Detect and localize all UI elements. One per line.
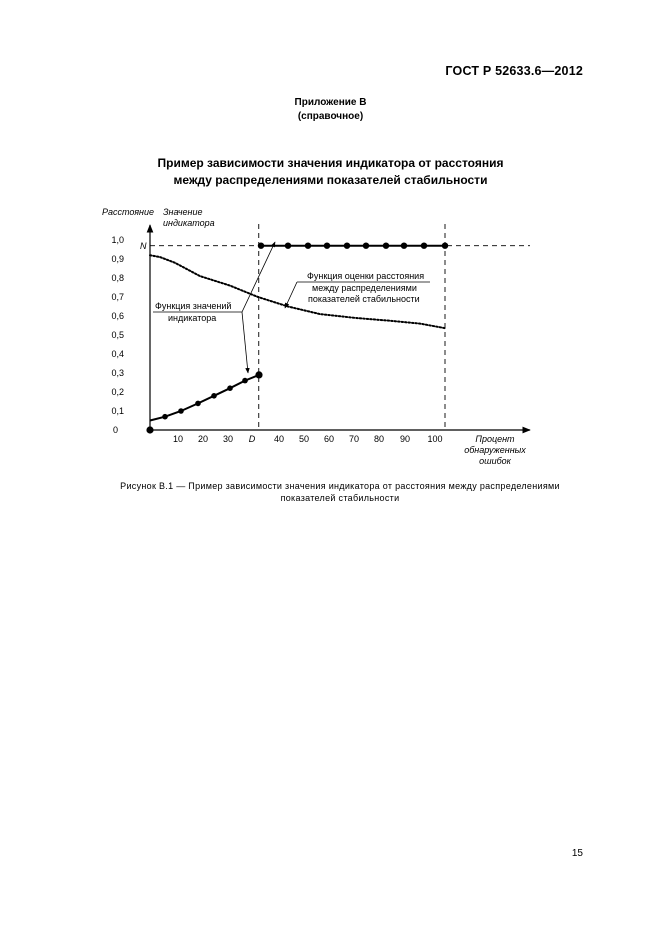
y-tick-label: 0,5 [111,330,124,340]
indicator-leader-lower [242,312,248,373]
indicator-point [227,385,233,391]
indicator-label-line2: индикатора [168,313,217,323]
figure-title-line2: между распределениями показателей стабильности [173,173,488,187]
x-tick-label: 90 [399,434,411,444]
distance-label-line1: Функция оценки расстояния [307,271,425,281]
x-tick-label: 80 [373,434,385,444]
n-level-point [401,243,407,249]
figure-caption-line2: показателей стабильности [280,493,400,503]
n-level-point [258,243,264,249]
y-tick-label: 0,7 [111,292,124,302]
x-tick-label: D [248,434,256,444]
x-tick-label: 30 [222,434,234,444]
n-level-point [442,243,448,249]
indicator-label-line1: Функция значений [155,301,232,311]
y-tick-label: 0,6 [111,311,124,321]
figure-title [0,155,661,189]
distance-label-line2: между распределениями [312,283,417,293]
y-tick-label: 1,0 [111,235,124,245]
indicator-point [195,401,201,407]
n-level-point [344,243,350,249]
n-level-point [363,243,369,249]
y-tick-label: 0,4 [111,349,124,359]
x-axis-label-line3: ошибок [479,456,511,466]
indicator-point [211,393,217,399]
y-tick-label: 0,2 [111,387,124,397]
x-tick-label: 50 [298,434,310,444]
indicator-point [178,408,184,414]
x-tick-label: 40 [273,434,285,444]
distance-label-line3: показателей стабильности [308,294,420,304]
y-tick-label: 0,9 [111,254,124,264]
n-level-point [421,243,427,249]
page-number: 15 [571,848,583,859]
figure-caption [60,480,620,504]
annex-heading [0,96,661,124]
y-tick-label: 0 [112,425,118,435]
indicator-point [242,378,248,384]
n-level-point [285,243,291,249]
y-axis-label-distance: Расстояние [102,207,154,217]
indicator-distance-chart [0,200,661,470]
distance-label [307,271,424,304]
x-tick-label: 10 [172,434,184,444]
x-axis-label-line2: обнаруженных [464,445,526,455]
distance-leader [285,282,297,308]
x-tick-label: 60 [323,434,335,444]
x-tick-label: 100 [427,434,443,444]
annex-label: Приложение В [294,97,367,108]
x-tick-labels [173,434,443,444]
n-level-point [305,243,311,249]
y-tick-labels [111,235,124,435]
indicator-point [146,426,153,433]
figure-title-line1: Пример зависимости значения индикатора от расстояния [157,156,504,170]
y-axis-label-indicator-line1: Значение [163,207,203,217]
indicator-point [162,414,168,420]
y-tick-label: 0,1 [111,406,124,416]
y-tick-label: 0,3 [111,368,124,378]
n-label: N [140,241,147,251]
n-level-point [383,243,389,249]
y-tick-label: 0,8 [111,273,124,283]
standard-header: ГОСТ Р 52633.6—2012 [445,64,583,78]
n-level-point [324,243,330,249]
annex-type: (справочное) [297,111,364,122]
y-axis-label-indicator-line2: индикатора [163,218,215,228]
x-tick-label: 70 [348,434,360,444]
x-axis-label-line1: Процент [475,434,515,444]
figure-caption-line1: Рисунок В.1 — Пример зависимости значения индикатора от расстояния между распределениями [120,481,560,491]
indicator-point [255,371,262,378]
x-tick-label: 20 [197,434,209,444]
